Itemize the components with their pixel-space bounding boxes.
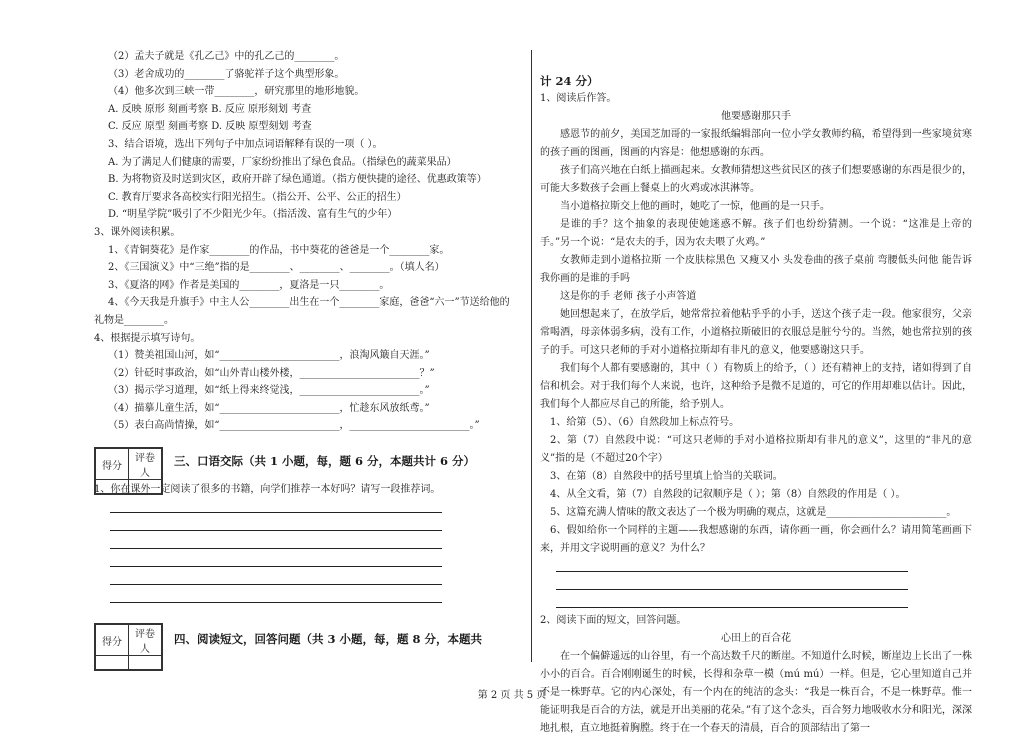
question-line: 1、给第（5）、（6）自然段加上标点符号。 <box>550 417 740 428</box>
answer-line <box>94 589 526 607</box>
question-line: 6、假如给你一个同样的主题——我想感谢的东西，请你画一画，你会画什么？请用简笔画画下来，并用文字说明画的意义？为什么？ <box>540 525 972 554</box>
poem-line: （2）针砭时事政治，如“山外青山楼外楼，________________________？” <box>108 367 435 379</box>
score-cell <box>96 656 129 670</box>
question-line: （2）孟夫子就是《孔乙己》中的孔乙己的________。 <box>108 51 345 62</box>
question-title: 1、阅读后作答。 <box>540 93 617 104</box>
option-line: A. 为了满足人们健康的需要，厂家纷纷推出了绿色食品。（指绿色的蔬菜果品） <box>108 156 457 168</box>
question-title: 2、阅读下面的短文，回答问题。 <box>540 615 687 626</box>
option-line: C. 教育厅要求各高校实行阳光招生。（指公开、公平、公正的招生） <box>108 191 407 203</box>
story-paragraph: 是谁的手？这个抽象的表现使她迷惑不解。孩子们也纷纷猜测。一个说：“这准是上帝的手。”另一个说：“是农夫的手，因为农夫喂了火鸡。” <box>540 219 972 248</box>
question-line: 1、《青铜葵花》是作家________的作品，书中葵花的爸爸是一个________家。 <box>108 244 450 256</box>
score-label: 得分 <box>96 625 129 656</box>
grader-label: 评卷人 <box>129 449 162 480</box>
score-box <box>94 447 163 495</box>
section-title: 四、阅读短文，回答问题（共 3 小题，每，题 8 分，本题共 <box>174 632 483 647</box>
story-paragraph: 女教师走到小道格拉斯 一个皮肤棕黑色 又瘦又小 头发卷曲的孩子桌前 弯腰低头问他 能告诉我你画的是谁的手吗 <box>540 255 972 284</box>
answer-line <box>94 571 526 589</box>
story-title: 心田上的百合花 <box>721 633 791 644</box>
answer-line <box>540 594 972 612</box>
story-paragraph: 感恩节的前夕，美国芝加哥的一家报纸编辑部向一位小学女教师约稿，希望得到一些家境贫寒的孩子画的图画，图画的内容是：他想感谢的东西。 <box>540 129 972 158</box>
grader-cell <box>129 656 162 670</box>
question-line: （4）他多次到三峡一带________，研究那里的地形地貌。 <box>108 86 365 98</box>
story-paragraph: 我们每个人都有要感谢的，其中（ ）有物质上的给予，（ ）还有精神上的支持，诸如得到了自信和机会。对于我们每个人来说，也许，这种给予是微不足道的，可它的作用却难以估计。因此，我们每个人都应尽自己的所能，给予别人。 <box>540 363 972 410</box>
poem-line: （3）揭示学习道理，如“纸上得来终觉浅，________________________。” <box>108 385 430 397</box>
score-box <box>94 623 163 671</box>
question-line: 2、第（7）自然段中说：“可这只老师的手对小道格拉斯却有非凡的意义”，这里的“非凡的意义”指的是（不超过20个字） <box>540 435 972 464</box>
option-line: A. 反映 原形 刻画考察 B. 反应 原形刻划 考查 <box>108 103 312 115</box>
story-paragraph: 在一个偏僻遥远的山谷里，有一个高达数千尺的断崖。不知道什么时候，断崖边上长出了一株小小的百合。百合刚刚诞生的时候，长得和杂草一模（mú mú）一样。但是，它心里知道自己并不是一株野草。它的内心深处，有一个内在的纯洁的念头：“我是一株百合，不是一株野草。惟一能证明我是百合的方法，就是开出美丽的花朵。”有了这个念头，百合努力地吸收水分和阳光，深深地扎根，直立地挺着胸膛。终于在一个春天的清晨，百合的顶部结出了第一 <box>540 651 972 734</box>
question-line: 4、从全文看，第（7）自然段的记叙顺序是（ ）；第（8）自然段的作用是（ ）。 <box>550 489 906 500</box>
poem-line: （1）赞美祖国山河，如“________________________，浪淘风簸自天涯。” <box>108 350 430 362</box>
section-title-cont: 计 24 分） <box>540 74 599 88</box>
score-label: 得分 <box>96 449 129 480</box>
option-line: B. 为将物资及时送到灾区，政府开辟了绿色通道。（指方便快捷的途径、优惠政策等） <box>108 174 487 186</box>
answer-line <box>94 499 526 517</box>
question-line: （3）老舍成功的________了骆驼祥子这个典型形象。 <box>108 68 345 80</box>
column-divider <box>531 50 532 662</box>
page-number: 第 2 页 共 5 页 <box>477 690 547 701</box>
answer-line <box>540 576 972 594</box>
story-paragraph: 她回想起来了，在放学后，她常常拉着他粘乎乎的小手，送这个孩子走一段。他家很穷，父亲常喝酒，母亲体弱多病，没有工作，小道格拉斯破旧的衣服总是脏兮兮的。当然，她也常拉别的孩子的手。可这只老师的手对小道格拉斯却有非凡的意义，他要感谢这只手。 <box>540 309 972 356</box>
poem-line: （5）表白高尚情操，如“________________________，________________________。” <box>108 420 480 432</box>
question-line: 2、《三国演义》中“三绝”指的是________、________、________。（填人名） <box>108 262 445 274</box>
question-line: 4、《今天我是升旗手》中主人公________出生在一个________家庭，爸爸“六一”节送给他的 <box>108 297 510 309</box>
score-cell <box>96 480 129 494</box>
answer-line <box>94 553 526 571</box>
poem-line: （4）描摹儿童生活，如“________________________，忙趁东风放纸鸢。” <box>108 402 430 414</box>
right-column <box>540 72 972 738</box>
section-title: 三、口语交际（共 1 小题，每，题 6 分，本题共计 6 分） <box>174 454 476 469</box>
question-line: 1、你在课外一定阅读了很多的书籍，向学们推荐一本好吗？请写一段推荐词。 <box>94 484 441 496</box>
grader-cell <box>129 480 162 494</box>
question-title: 4、根据提示填写诗句。 <box>94 332 201 344</box>
story-title: 他要感谢那只手 <box>721 111 791 122</box>
grader-label: 评卷人 <box>129 625 162 656</box>
story-paragraph: 当小道格拉斯交上他的画时，她吃了一惊，他画的是一只手。 <box>560 201 830 212</box>
question-line: 3、结合语境，选出下列句子中加点词语解释有误的一项（ ）。 <box>108 138 383 150</box>
answer-line <box>94 535 526 553</box>
section-header <box>94 623 526 657</box>
story-paragraph: 孩子们高兴地在白纸上描画起来。女教师猜想这些贫民区的孩子们想要感谢的东西是很少的，可能大多数孩子会画上餐桌上的火鸡或冰淇淋等。 <box>540 165 972 194</box>
story-paragraph: 这是你的手 老师 孩子小声答道 <box>560 291 697 302</box>
question-line: 3、《夏洛的网》作者是美国的________，夏洛是一只________。 <box>108 279 390 291</box>
option-line: D. “明星学院”吸引了不少阳光少年。（指活泼、富有生气的少年） <box>108 209 398 221</box>
question-line: 礼物是________。 <box>94 314 174 326</box>
answer-line <box>540 558 972 576</box>
question-line: 5、这篇充满人情味的散文表达了一个极为明确的观点，这就是________________________。 <box>550 507 957 518</box>
left-column <box>94 48 526 657</box>
answer-line <box>94 517 526 535</box>
question-line: 3、在第（8）自然段中的括号里填上恰当的关联词。 <box>550 471 783 482</box>
option-line: C. 反应 原型 刻画考察 D. 反映 原型刻划 考查 <box>108 121 312 133</box>
section-header <box>94 447 526 481</box>
question-title: 3、课外阅读积累。 <box>94 226 181 238</box>
